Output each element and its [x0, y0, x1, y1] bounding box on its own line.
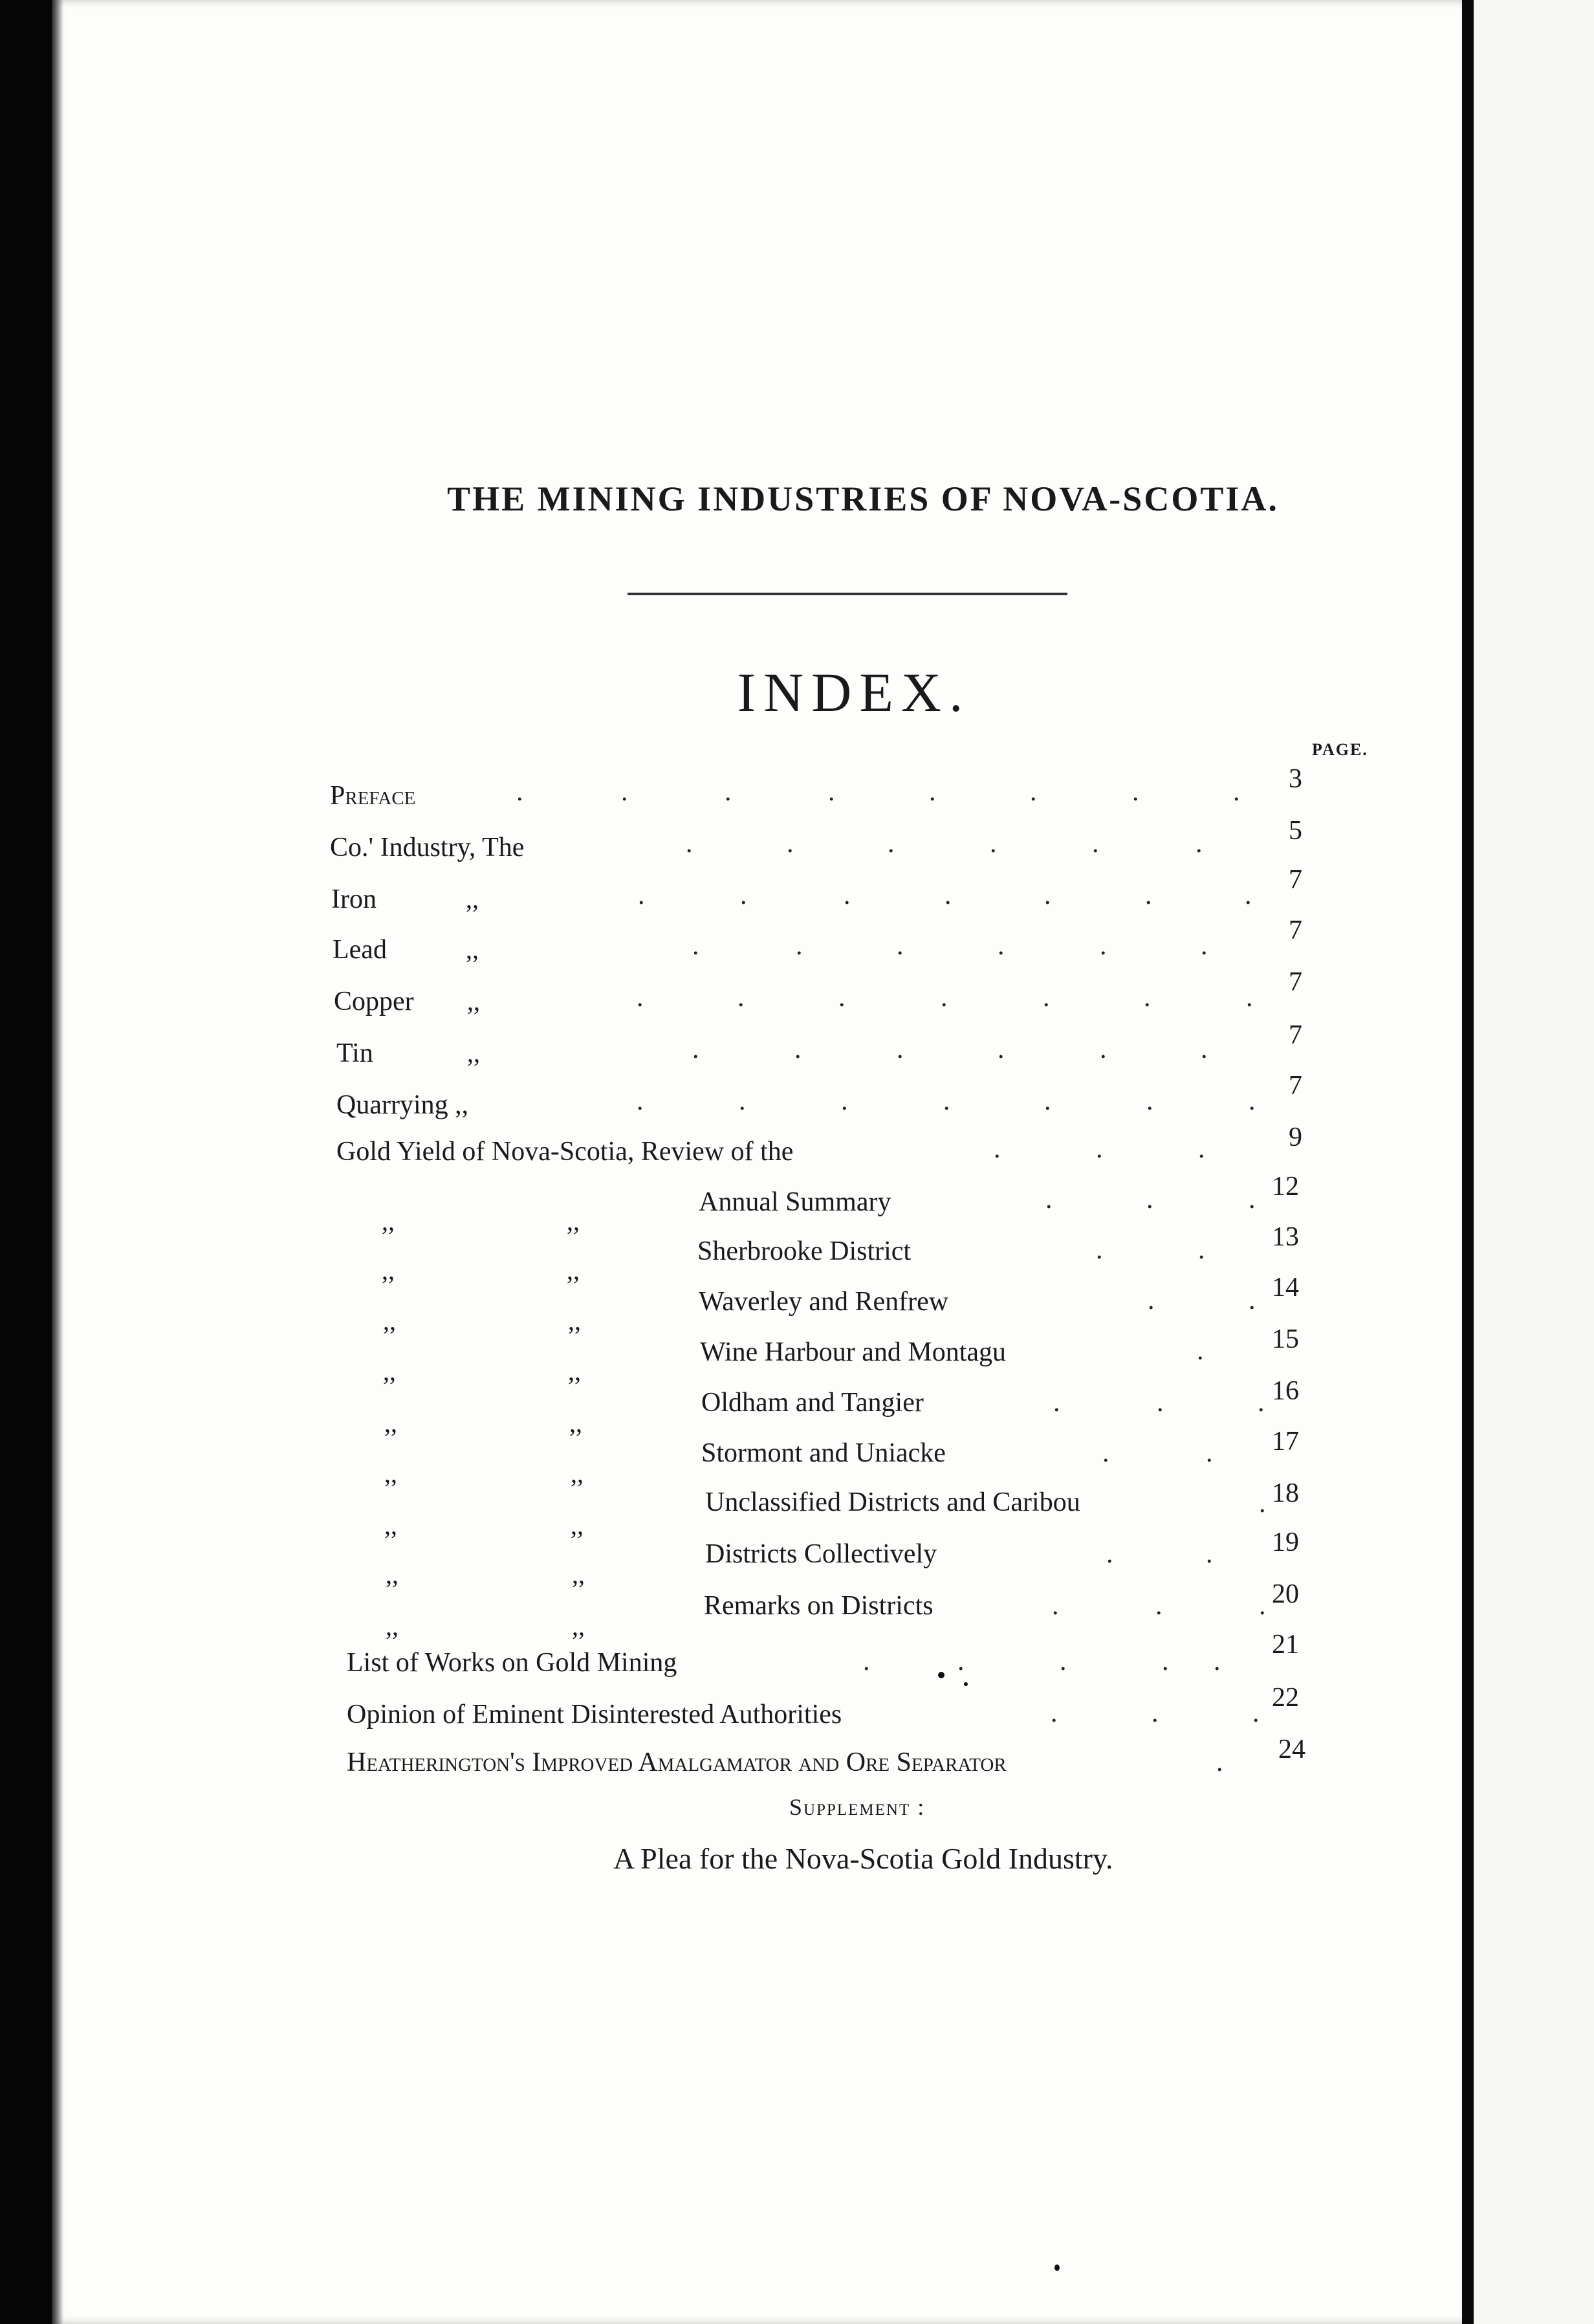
- leader-dot: .: [739, 1086, 746, 1116]
- leader-dot: .: [1249, 1286, 1256, 1315]
- leader-dot: .: [929, 777, 936, 807]
- index-entry-page: 22: [1272, 1683, 1299, 1713]
- leader-dot: .: [638, 881, 645, 910]
- ditto-mark: ,,: [567, 1207, 580, 1236]
- index-entry-label: Annual Summary: [699, 1187, 891, 1217]
- leader-dot: .: [1201, 931, 1208, 961]
- leader-dot: .: [1162, 1647, 1169, 1676]
- leader-dot: .: [1044, 881, 1051, 910]
- index-entry-label-text: Heatherington's Improved Amalgamator and Ore Separator: [347, 1748, 1007, 1777]
- ditto-mark: ,,: [382, 1256, 395, 1285]
- paper-speck: [1054, 2264, 1060, 2271]
- page-gutter-shadow: [1462, 0, 1474, 2324]
- index-entry-label: Districts Collectively: [705, 1539, 937, 1569]
- paper-speck: [938, 1672, 944, 1678]
- ditto-mark: ,,: [567, 1256, 580, 1285]
- leader-dot: .: [1155, 1591, 1163, 1621]
- index-entry-label: Oldham and Tangier: [701, 1388, 924, 1418]
- leader-dot: .: [863, 1647, 870, 1676]
- leader-dot: .: [1216, 1748, 1223, 1777]
- leader-dot: .: [1249, 1185, 1256, 1214]
- ditto-mark: ,,: [572, 1560, 585, 1589]
- ditto-mark: ,,: [466, 884, 479, 914]
- leader-dot: .: [941, 983, 948, 1013]
- page-column-label: PAGE.: [1312, 740, 1368, 759]
- index-entry-label: Stormont and Uniacke: [701, 1438, 946, 1468]
- index-entry-label: Wine Harbour and Montagu: [700, 1337, 1007, 1367]
- index-entry-label: Lead: [333, 935, 387, 965]
- index-entry-page: 13: [1272, 1222, 1299, 1252]
- index-entry-label: Gold Yield of Nova-Scotia, Review of the: [336, 1137, 794, 1167]
- index-entry-page: 3: [1289, 764, 1302, 794]
- index-entry-label: Unclassified Districts and Caribou: [705, 1487, 1080, 1517]
- index-entry-page: 21: [1272, 1630, 1299, 1660]
- leader-dot: .: [1096, 1235, 1103, 1265]
- paper-speck: [964, 1682, 968, 1686]
- ditto-mark: ,,: [383, 1357, 396, 1386]
- index-entry-page: 17: [1272, 1427, 1299, 1456]
- index-entry-page: 7: [1289, 967, 1302, 997]
- leader-dot: .: [1030, 777, 1037, 807]
- leader-dot: .: [1197, 1336, 1204, 1366]
- ditto-mark: ,,: [467, 1038, 480, 1068]
- ditto-mark: ,,: [466, 935, 479, 964]
- index-entry-page: 12: [1272, 1172, 1299, 1201]
- ditto-mark: ,,: [383, 1306, 396, 1335]
- leader-dot: .: [692, 931, 699, 961]
- index-entry-page: 5: [1289, 816, 1302, 846]
- leader-dot: .: [1052, 1591, 1059, 1621]
- leader-dot: .: [1053, 1388, 1060, 1418]
- leader-dot: .: [637, 983, 644, 1013]
- ditto-mark: ,,: [386, 1612, 398, 1641]
- leader-dot: .: [998, 931, 1005, 961]
- leader-dot: .: [1252, 1698, 1260, 1728]
- leader-dot: .: [897, 931, 904, 961]
- leader-dot: .: [1145, 881, 1152, 910]
- leader-dot: .: [1146, 1185, 1153, 1214]
- ditto-mark: ,,: [568, 1357, 581, 1386]
- index-entry-page: 20: [1272, 1579, 1299, 1609]
- ditto-mark: ,,: [386, 1560, 398, 1589]
- leader-dot: .: [838, 983, 846, 1013]
- leader-dot: .: [998, 1035, 1005, 1064]
- ditto-mark: ,,: [384, 1511, 397, 1540]
- leader-dot: .: [621, 777, 628, 807]
- index-entry-label: Quarrying ,,: [336, 1090, 469, 1120]
- leader-dot: .: [841, 1086, 848, 1116]
- leader-dot: .: [737, 983, 745, 1013]
- leader-dot: .: [796, 931, 803, 961]
- index-entry-page: 16: [1272, 1376, 1299, 1406]
- leader-dot: .: [1100, 1035, 1107, 1064]
- index-entry-label: Waverley and Renfrew: [699, 1287, 949, 1317]
- leader-dot: .: [888, 829, 895, 859]
- supplement-title: A Plea for the Nova-Scotia Gold Industry.: [613, 1842, 1113, 1875]
- leader-dot: .: [944, 881, 952, 910]
- leader-dot: .: [1206, 1539, 1213, 1569]
- leader-dot: .: [794, 1035, 802, 1064]
- document-title: THE MINING INDUSTRIES OF NOVA-SCOTIA.: [447, 479, 1279, 518]
- leader-dot: .: [1157, 1388, 1164, 1418]
- leader-dot: .: [1259, 1489, 1266, 1518]
- ditto-mark: ,,: [382, 1207, 395, 1236]
- index-entry-page: 24: [1278, 1735, 1305, 1764]
- leader-dot: .: [957, 1647, 965, 1676]
- index-entry-label: Iron: [331, 884, 377, 914]
- leader-dot: .: [844, 881, 851, 910]
- leader-dot: .: [1249, 1086, 1256, 1116]
- index-heading: INDEX.: [737, 661, 971, 723]
- leader-dot: .: [1152, 1698, 1159, 1728]
- ditto-mark: ,,: [569, 1409, 582, 1438]
- leader-dot: .: [1198, 1134, 1205, 1164]
- leader-dot: .: [1201, 1035, 1208, 1064]
- index-entry-page: 7: [1289, 1020, 1302, 1050]
- leader-dot: .: [1044, 1086, 1051, 1116]
- leader-dot: .: [1246, 983, 1253, 1013]
- ditto-mark: ,,: [571, 1459, 584, 1488]
- index-entry-label: Copper: [334, 987, 414, 1016]
- index-entry-label: Preface: [330, 781, 416, 811]
- index-entry-page: 15: [1272, 1324, 1299, 1354]
- leader-dot: .: [943, 1086, 950, 1116]
- ditto-mark: ,,: [571, 1511, 584, 1540]
- leader-dot: .: [692, 1035, 699, 1064]
- ditto-mark: ,,: [572, 1612, 585, 1641]
- leader-dot: .: [1144, 983, 1151, 1013]
- leader-dot: .: [994, 1134, 1001, 1164]
- index-entry-label: Tin: [336, 1038, 373, 1068]
- index-entry-page: 9: [1289, 1123, 1302, 1152]
- ditto-mark: ,,: [384, 1459, 397, 1488]
- ditto-mark: ,,: [467, 987, 480, 1016]
- leader-dot: .: [990, 829, 997, 859]
- leader-dot: .: [787, 829, 794, 859]
- leader-dot: .: [1206, 1438, 1213, 1468]
- leader-dot: .: [1198, 1235, 1205, 1265]
- leader-dot: .: [1233, 777, 1240, 807]
- leader-dot: .: [725, 777, 732, 807]
- leader-dot: .: [1043, 983, 1050, 1013]
- document-page: [52, 0, 1462, 2324]
- ditto-mark: ,,: [568, 1306, 581, 1335]
- leader-dot: .: [1259, 1591, 1266, 1621]
- leader-dot: .: [1092, 829, 1099, 859]
- leader-dot: .: [828, 777, 835, 807]
- leader-dot: .: [1146, 1086, 1153, 1116]
- leader-dot: .: [1051, 1698, 1058, 1728]
- leader-dot: .: [1196, 829, 1203, 859]
- ditto-mark: ,,: [384, 1409, 397, 1438]
- index-entry-label: [347, 1747, 1007, 1778]
- index-entry-label: Sherbrooke District: [697, 1236, 912, 1266]
- facing-page-edge: [1474, 0, 1594, 2324]
- leader-dot: .: [1106, 1539, 1113, 1569]
- index-entry-page: 7: [1289, 865, 1302, 895]
- index-entry-label: List of Works on Gold Mining: [347, 1648, 677, 1678]
- leader-dot: .: [1132, 777, 1139, 807]
- index-entry-page: 7: [1289, 1071, 1302, 1101]
- leader-dot: .: [516, 777, 523, 807]
- index-entry-label: Opinion of Eminent Disinterested Authorities: [347, 1700, 842, 1729]
- leader-dot: .: [1214, 1647, 1221, 1676]
- index-entry-page: 19: [1272, 1528, 1299, 1557]
- leader-dot: .: [637, 1086, 644, 1116]
- index-entry-label: Remarks on Districts: [704, 1591, 933, 1621]
- leader-dot: .: [1096, 1134, 1103, 1164]
- index-entry-label: Co.' Industry, The: [330, 833, 525, 862]
- leader-dot: .: [1060, 1647, 1067, 1676]
- index-entry-page: 7: [1289, 915, 1302, 945]
- title-divider: [628, 593, 1067, 595]
- leader-dot: .: [1245, 881, 1252, 910]
- leader-dot: .: [1045, 1185, 1053, 1214]
- leader-dot: .: [1100, 931, 1107, 961]
- leader-dot: .: [1102, 1438, 1109, 1468]
- index-entry-page: 18: [1272, 1478, 1299, 1508]
- index-entry-page: 14: [1272, 1273, 1299, 1302]
- leader-dot: .: [1148, 1286, 1155, 1315]
- leader-dot: .: [740, 881, 747, 910]
- supplement-heading: Supplement :: [789, 1794, 926, 1820]
- leader-dot: .: [897, 1035, 904, 1064]
- leader-dot: .: [1258, 1388, 1265, 1418]
- leader-dot: .: [686, 829, 693, 859]
